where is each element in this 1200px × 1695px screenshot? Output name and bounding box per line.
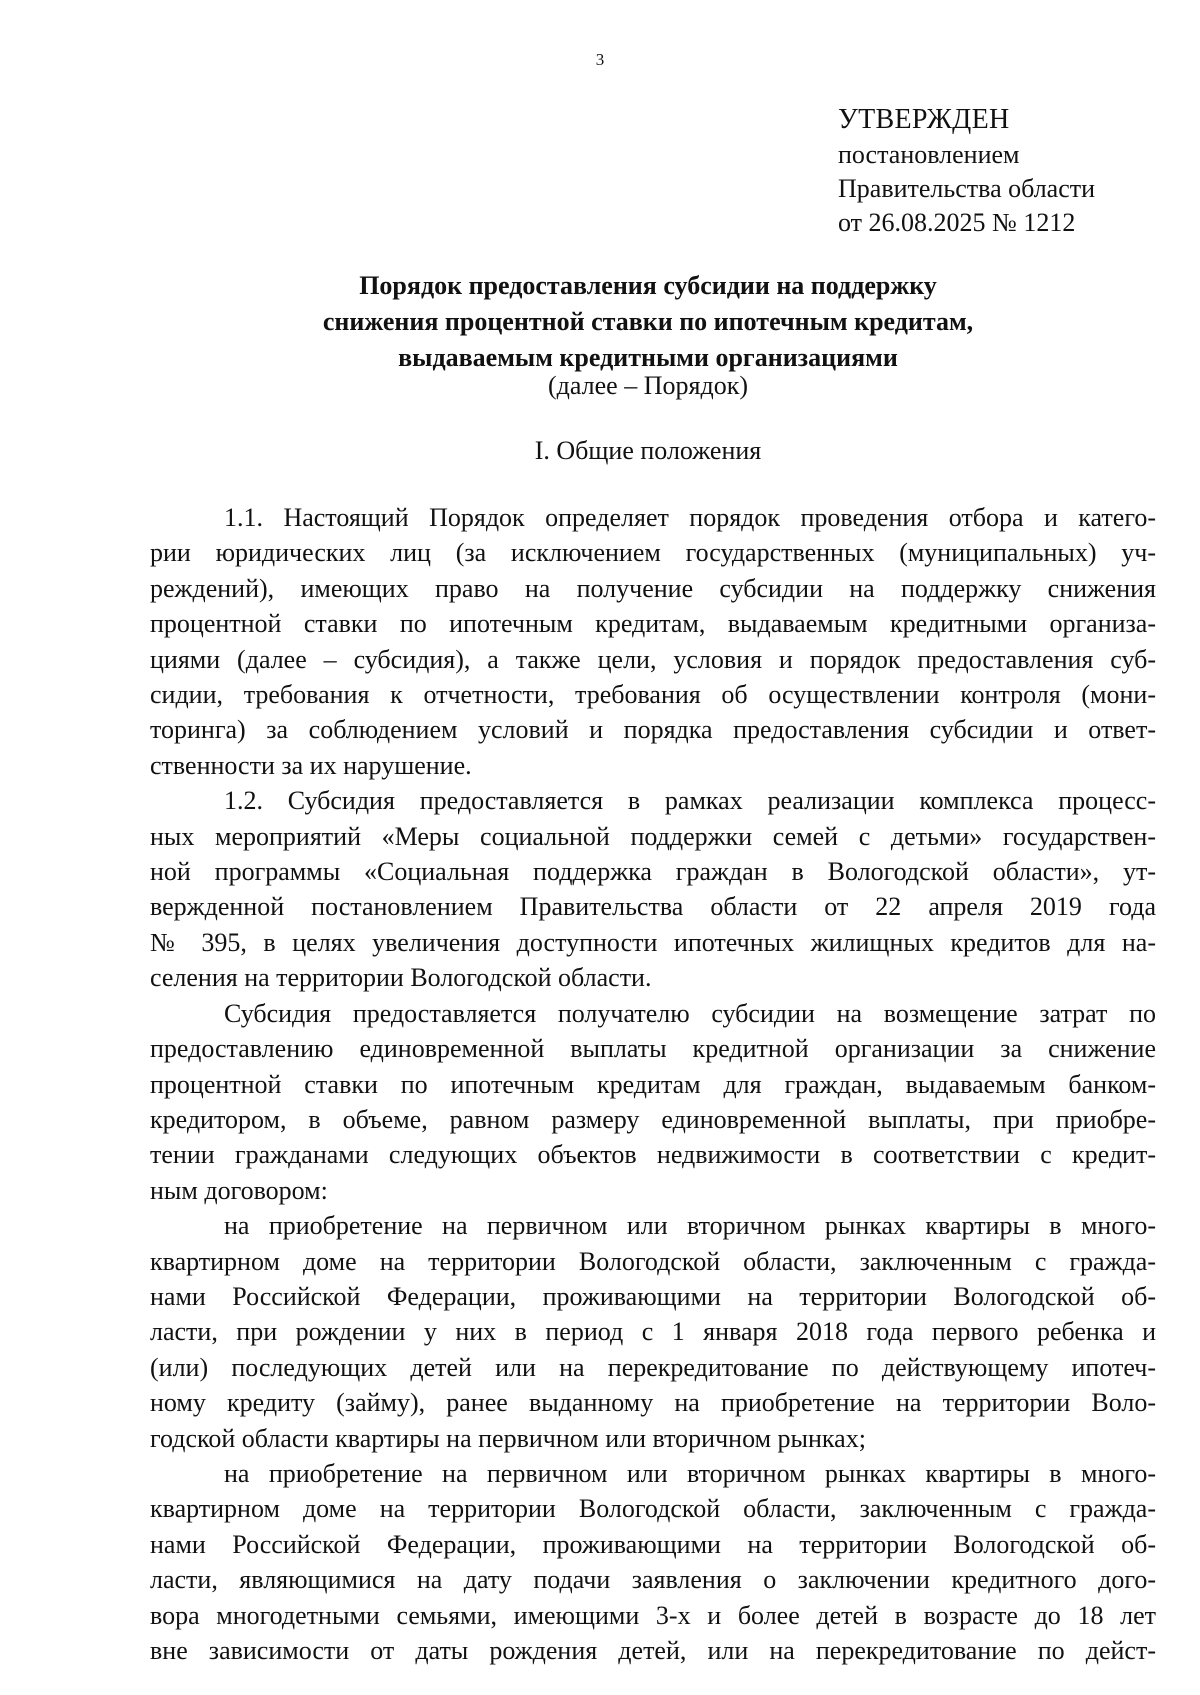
paragraph-item-first-child bbox=[150, 1208, 1156, 1456]
text-line: Субсидия предоставляется получателю субсидии на возмещение затрат по bbox=[224, 998, 1156, 1028]
approval-line: Правительства области bbox=[838, 174, 1096, 203]
section-heading: I. Общие положения bbox=[534, 436, 762, 465]
text-line: рии юридических лиц (за исключением государственных (муниципальных) уч- bbox=[150, 538, 1156, 568]
text-line: предоставлению единовременной выплаты кредитной организации за снижение bbox=[150, 1034, 1156, 1064]
document-subtitle: (далее – Порядок) bbox=[548, 371, 748, 400]
text-line: ной программы «Социальная поддержка граждан в Вологодской области», ут- bbox=[150, 857, 1156, 887]
text-line: квартирном доме на территории Вологодской области, заключенным с гражда- bbox=[150, 1246, 1156, 1276]
text-line: процентной ставки по ипотечным кредитам, выдаваемым кредитными организа- bbox=[150, 609, 1156, 639]
text-line: ным договором: bbox=[150, 1175, 328, 1205]
page-number: 3 bbox=[595, 50, 605, 69]
text-line: тении гражданами следующих объектов недвижимости в соответствии с кредит- bbox=[150, 1140, 1156, 1170]
text-line: кредитором, в объеме, равном размеру единовременной выплаты, при приобре- bbox=[150, 1104, 1156, 1134]
text-line: (или) последующих детей или на перекредитование по действующему ипотеч- bbox=[150, 1352, 1156, 1382]
text-line: на приобретение на первичном или вторичном рынках квартиры в много- bbox=[224, 1458, 1156, 1488]
text-line: нами Российской Федерации, проживающими на территории Вологодской об- bbox=[150, 1529, 1156, 1559]
text-line: вора многодетными семьями, имеющими 3-х и более детей в возрасте до 18 лет bbox=[150, 1600, 1156, 1630]
title-line: Порядок предоставления субсидии на поддержку bbox=[359, 271, 937, 300]
title-line: выдаваемым кредитными организациями bbox=[398, 343, 898, 372]
paragraph-1-1 bbox=[150, 500, 1156, 783]
text-line: нами Российской Федерации, проживающими на территории Вологодской об- bbox=[150, 1281, 1156, 1311]
text-line: 1.1. Настоящий Порядок определяет порядок проведения отбора и катего- bbox=[224, 503, 1156, 532]
text-line: торинга) за соблюдением условий и порядка предоставления субсидии и ответ- bbox=[150, 715, 1156, 745]
approval-block bbox=[838, 102, 1178, 240]
document-body bbox=[150, 500, 1156, 1668]
approval-line: постановлением bbox=[838, 140, 1020, 169]
title-line: снижения процентной ставки по ипотечным кредитам, bbox=[322, 307, 974, 336]
text-line: ласти, являющимися на дату подачи заявления о заключении кредитного дого- bbox=[150, 1565, 1156, 1595]
approval-heading: УТВЕРЖДЕН bbox=[838, 104, 1010, 135]
approval-date-number: от 26.08.2025 № 1212 bbox=[838, 208, 1076, 237]
text-line: вержденной постановлением Правительства области от 22 апреля 2019 года bbox=[150, 892, 1156, 922]
text-line: ных мероприятий «Меры социальной поддержки семей с детьми» государствен- bbox=[150, 821, 1156, 851]
text-line: сидии, требования к отчетности, требования об осуществлении контроля (мони- bbox=[150, 680, 1156, 710]
text-line: реждений), имеющих право на получение субсидии на поддержку снижения bbox=[150, 573, 1156, 603]
paragraph-1-2 bbox=[150, 783, 1156, 995]
text-line: ласти, при рождении у них в период с 1 января 2018 года первого ребенка и bbox=[150, 1317, 1156, 1347]
text-line: годской области квартиры на первичном или вторичном рынках; bbox=[150, 1423, 866, 1453]
text-line: вне зависимости от даты рождения детей, или на перекредитование по дейст- bbox=[150, 1636, 1156, 1665]
text-line: ному кредиту (займу), ранее выданному на приобретение на территории Воло- bbox=[150, 1388, 1156, 1418]
text-line: процентной ставки по ипотечным кредитам для граждан, выдаваемым банком- bbox=[150, 1069, 1156, 1099]
text-line: № 395, в целях увеличения доступности ипотечных жилищных кредитов для на- bbox=[150, 927, 1156, 957]
paragraph-item-large-family bbox=[150, 1456, 1156, 1668]
text-line: ственности за их нарушение. bbox=[150, 750, 472, 780]
text-line: циями (далее – субсидия), а также цели, условия и порядок предоставления суб- bbox=[150, 644, 1156, 674]
text-line: квартирном доме на территории Вологодской области, заключенным с гражда- bbox=[150, 1494, 1156, 1524]
text-line: 1.2. Субсидия предоставляется в рамках реализации комплекса процесс- bbox=[224, 786, 1156, 816]
paragraph-subsidy bbox=[150, 996, 1156, 1208]
document-title bbox=[120, 268, 1176, 376]
text-line: на приобретение на первичном или вторичном рынках квартиры в много- bbox=[224, 1211, 1156, 1241]
text-line: селения на территории Вологодской области. bbox=[150, 963, 652, 993]
